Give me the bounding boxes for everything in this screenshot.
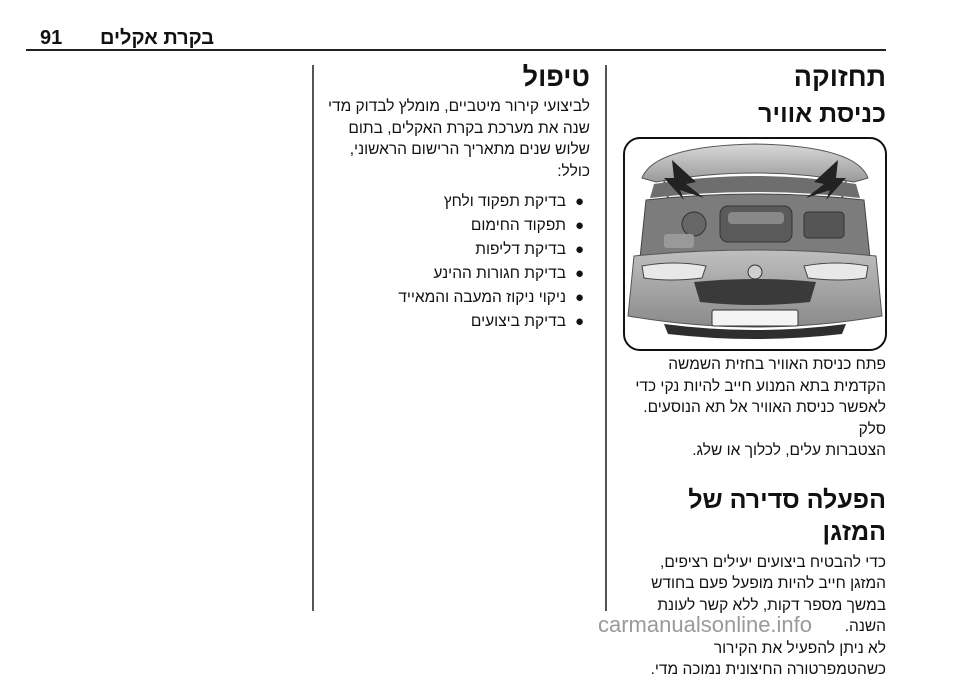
list-item <box>322 238 590 262</box>
watermark: carmanualsonline.info <box>598 612 813 637</box>
list-item-text: בדיקת תפקוד ולחץ <box>443 193 566 210</box>
list-item-text: בדיקת דליפות <box>475 241 566 258</box>
list-item-text: בדיקת ביצועים <box>470 313 566 330</box>
page-number: 91 <box>40 27 63 49</box>
column-divider-right <box>605 65 607 611</box>
text-line: שלוש שנים מתאריך הרישום הראשוני, <box>349 141 590 158</box>
care-checklist <box>322 190 590 334</box>
bullet-icon: ● <box>574 217 584 234</box>
care-title: טיפול <box>522 62 590 92</box>
text-line: לאפשר כניסת האוויר אל תא הנוסעים. סלק <box>643 399 886 438</box>
list-item-text: תפקוד החימום <box>470 217 566 234</box>
list-item-text: ניקוי ניקוז המעבה והמאייד <box>398 289 566 306</box>
maintenance-title: תחזוקה <box>793 62 886 92</box>
text-line: לביצועי קירור מיטביים, מומלץ לבדוק מדי <box>327 98 590 115</box>
list-item-text: בדיקת חגורות ההינע <box>433 265 566 282</box>
text-line: כולל: <box>557 162 590 180</box>
bullet-icon: ● <box>574 289 584 306</box>
air-intake-paragraph <box>620 354 886 462</box>
text-line: פתח כניסת האוויר בחזית השמשה <box>668 356 886 373</box>
header-rule <box>26 49 886 51</box>
middle-column <box>322 60 590 334</box>
page-header <box>0 0 960 50</box>
bullet-icon: ● <box>574 193 584 210</box>
text-line: במשך מספר דקות, ללא קשר לעונת השנה. <box>657 596 886 635</box>
text-line: הקדמית בתא המנוע חייב להיות נקי כדי <box>635 377 886 395</box>
text-line: לא ניתן להפעיל את הקירור <box>713 639 886 657</box>
air-intake-title: כניסת אוויר <box>758 100 886 128</box>
column-divider-left <box>312 65 314 611</box>
bullet-icon: ● <box>574 265 584 282</box>
text-line: הצטברות עלים, לכלוך או שלג. <box>692 442 886 459</box>
list-item <box>322 190 590 214</box>
ac-operation-title: הפעלה סדירה של המזגן <box>688 485 886 546</box>
text-line: כשהטמפרטורה החיצונית נמוכה מדי. <box>650 661 886 678</box>
text-line: כדי להבטיח ביצועים יעילים רציפים, <box>660 553 886 571</box>
care-paragraph <box>322 96 590 182</box>
text-line: שנה את מערכת בקרת האקלים, בתום <box>348 119 590 137</box>
text-line: המזגן חייב להיות מופעל פעם בחודש <box>651 575 886 592</box>
bullet-icon: ● <box>574 313 584 330</box>
list-item <box>322 310 590 334</box>
list-item <box>322 262 590 286</box>
list-item <box>322 214 590 238</box>
bullet-icon: ● <box>574 241 584 258</box>
section-title: בקרת אקלים <box>100 27 215 49</box>
car-engine-bay-illustration <box>624 138 886 350</box>
list-item <box>322 286 590 310</box>
